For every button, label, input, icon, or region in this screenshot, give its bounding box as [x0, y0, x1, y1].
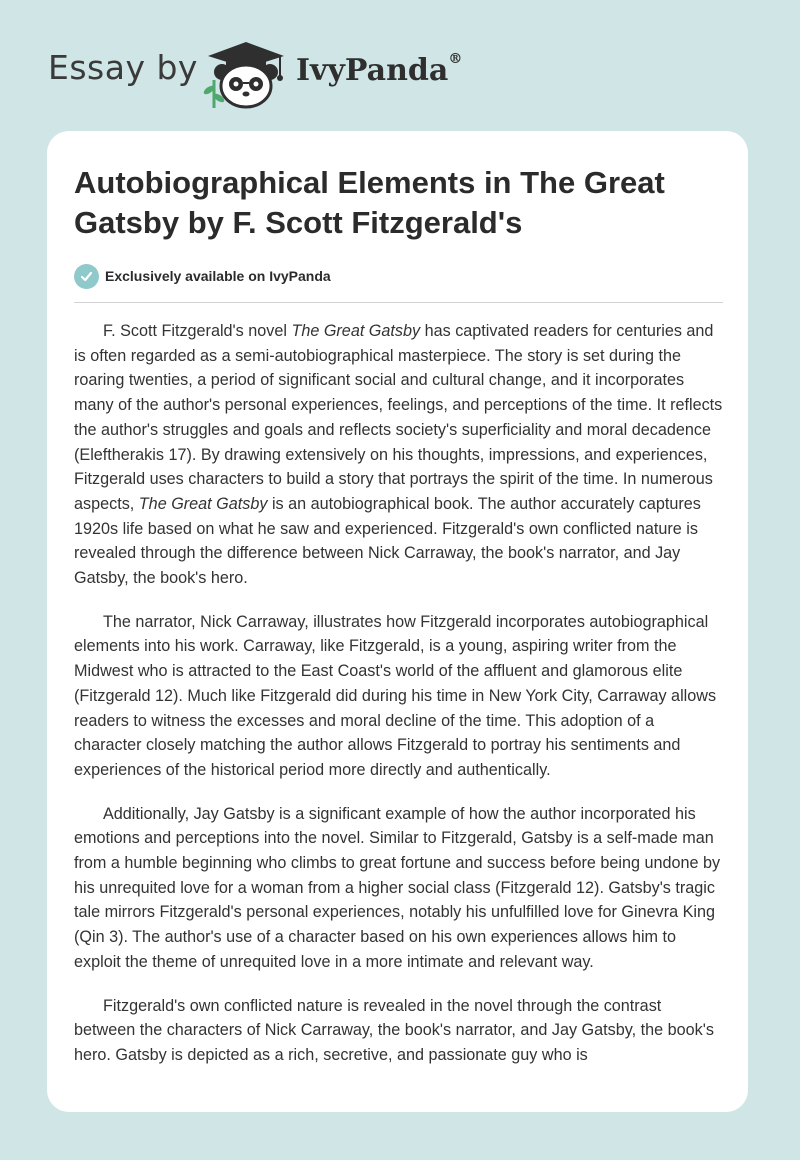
paragraph-3: Additionally, Jay Gatsby is a significant example of how the author incorporated his emotions and perceptions into the novel. Similar to Fitzgerald, Gatsby is a self-made man from a humble beginning who climbs to great fortune and success before being undone by his unrequited love for a woman from a higher social class (Fitzgerald 12). Gatsby's tragic tale mirrors Fitzgerald's personal experiences, notably his unfulfilled love for Ginevra King (Qin 3). The author's use of a character based on his own experiences allows him to exploit the theme of unrequited love in a more intimate and relevant way. [74, 804, 721, 971]
paragraph-1-text-a: F. Scott Fitzgerald's novel [103, 322, 292, 340]
exclusive-badge [74, 263, 331, 289]
site-header [0, 0, 800, 130]
panda-graduate-icon[interactable] [200, 36, 292, 110]
book-title: The Great Gatsby [291, 322, 421, 340]
badge-label: Exclusively available on IvyPanda [105, 268, 331, 284]
paragraph-1 [74, 319, 724, 591]
brand-name[interactable] [296, 53, 462, 88]
article-card [47, 131, 748, 1112]
paragraph-1-text-c: is an autobiographical book. The author accurately captures 1920s life based on what he saw and experienced. Fitzgerald's own conflicted nature is revealed through the difference between Nick Carraway, the book's narrator, and Jay Gatsby, the book's hero. [74, 494, 701, 588]
registered-mark: ® [448, 51, 463, 67]
brand-text: IvyPanda [296, 53, 449, 88]
article-title: Autobiographical Elements in The Great Gatsby by F. Scott Fitzgerald's [74, 165, 665, 240]
paragraph-1-text-b: has captivated readers for centuries and is often regarded as a semi-autobiographical masterpiece. The story is set during the roaring twenties, a period of significant social and cultural change, and it incorporates many of the author's personal experiences, feelings, and perceptions of the time. It reflects the author's struggles and goals and reflects society's superficiality and moral decadence (Eleftherakis 17). By drawing extensively on his thoughts, impressions, and experiences, Fitzgerald uses characters to build a story that portrays the spirit of the time. In numerous aspects, [74, 322, 723, 513]
article-body [74, 319, 724, 1087]
essay-by-label: Essay by [48, 48, 198, 87]
paragraph-4: Fitzgerald's own conflicted nature is revealed in the novel through the contrast between the characters of Nick Carraway, the book's narrator, and Jay Gatsby, the book's hero. Gatsby is depicted as a rich, secretive, and passionate guy who is [74, 996, 714, 1064]
book-title: The Great Gatsby [138, 494, 268, 513]
paragraph-2: The narrator, Nick Carraway, illustrates how Fitzgerald incorporates autobiographical elements into his work. Carraway, like Fitzgerald, is a young, aspiring writer from the Midwest who is attracted to the East Coast's world of the affluent and glamorous elite (Fitzgerald 12). Much like Fitzgerald did during his time in New York City, Carraway allows readers to witness the excesses and moral decline of the time. This adoption of a character closely matching the author allows Fitzgerald to portray his sentiments and experiences of the historical period more directly and authentically. [74, 612, 717, 779]
check-circle-icon [74, 264, 99, 289]
divider [74, 302, 723, 303]
